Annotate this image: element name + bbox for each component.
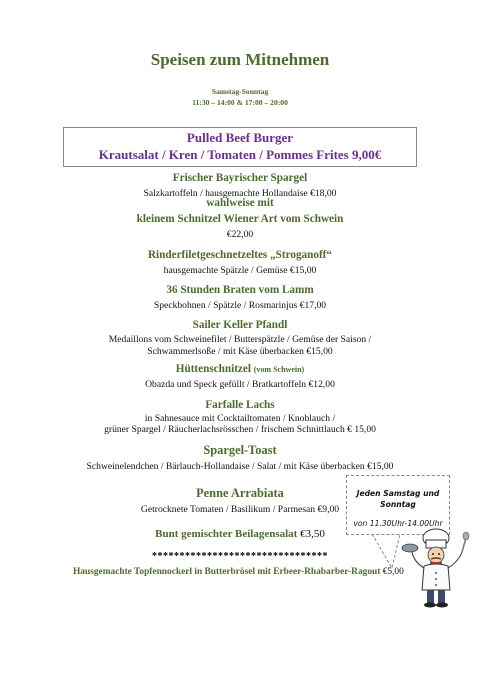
speech-bubble (346, 475, 450, 535)
farfalle-name: Farfalle Lachs (205, 399, 275, 411)
pfandl-name: Sailer Keller Pfandl (192, 319, 288, 331)
dessert-price: €5,00 (382, 567, 404, 577)
spargel-option: wahlweise mit (206, 197, 274, 209)
stroganoff-name: Rinderfiletgeschnetzeltes „Stroganoff“ (147, 249, 333, 261)
penne-name: Penne Arrabiata (196, 486, 284, 500)
bubble-line-2: Sonntag (380, 500, 416, 509)
bubble-line-3: von 11.30Uhr-14.00Uhr (353, 519, 443, 528)
stroganoff-desc: hausgemachte Spätzle / Gemüse €15,00 (163, 265, 317, 276)
bubble-line-1: Jeden Samstag und (356, 489, 440, 498)
salat-name: Bunt gemischter Beilagensalat (155, 528, 298, 540)
page-title: Speisen zum Mitnehmen (150, 50, 330, 69)
spargel-desc: Salzkartoffeln / hausgemachte Hollandaise €18,00 (143, 188, 337, 199)
salat-price: €3,50 (300, 528, 325, 540)
spargel-option-name: kleinem Schnitzel Wiener Art vom Schwein (136, 213, 344, 225)
huette-name: Hüttenschnitzel (175, 363, 251, 375)
huette-note: (vom Schwein) (253, 365, 305, 374)
pfandl-desc-1: Medaillons vom Schweinefilet / Butterspätzle / Gemüse der Saison / (108, 334, 372, 345)
huette-desc: Obazda und Speck gefüllt / Bratkartoffeln €12,00 (145, 379, 335, 390)
spargel-name: Frischer Bayrischer Spargel (172, 172, 308, 184)
farfalle-desc-1: in Sahnesauce mit Cocktailtomaten / Knoblauch / (144, 413, 336, 424)
featured-details: Krautsalat / Kren / Tomaten / Pommes Frites 9,00€ (98, 147, 382, 162)
braten-desc: Speckbohnen / Spätzle / Rosmarinjus €17,00 (153, 300, 327, 311)
spargel-option-price: €22,00 (226, 229, 254, 240)
featured-box (63, 127, 417, 167)
divider: ******************************** (152, 551, 328, 562)
hours-text: 11:30 – 14:00 & 17:00 – 20:00 (192, 98, 288, 107)
farfalle-desc-2: grüner Spargel / Räucherlachsrösschen / frischem Schnittlauch € 15,00 (104, 424, 376, 435)
dessert-line (73, 567, 404, 577)
braten-name: 36 Stunden Braten vom Lamm (166, 284, 314, 296)
toast-desc: Schweinelendchen / Bärlauch-Hollandaise / Salat / mit Käse überbacken €15,00 (86, 461, 394, 472)
pfandl-desc-2: Schwammerlsoße / mit Käse überbacken €15,00 (147, 346, 333, 357)
chef-icon (400, 528, 472, 608)
toast-name: Spargel-Toast (203, 443, 277, 457)
huette-heading (0, 363, 480, 375)
featured-name: Pulled Beef Burger (186, 130, 294, 145)
days-text: Samstag-Sonntag (211, 87, 269, 96)
dessert-name: Hausgemachte Topfennockerl in Butterbrösel mit Erbeer-Rhabarber-Ragout (73, 567, 381, 577)
penne-desc: Getrocknete Tomaten / Basilikum / Parmesan €9,00 (140, 504, 340, 515)
